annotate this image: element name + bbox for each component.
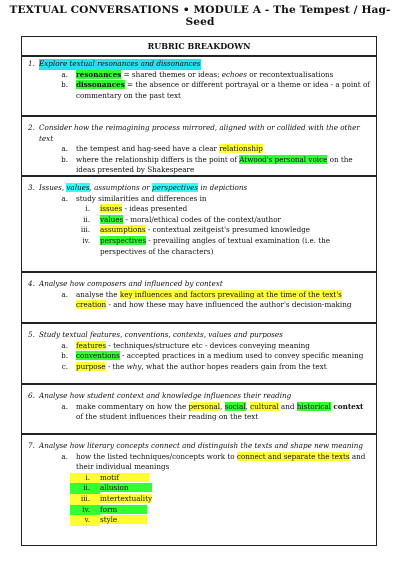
list-item: values - moral/ethical codes of the context/author xyxy=(100,214,281,224)
section-number: 4. xyxy=(28,279,35,288)
section-5 xyxy=(21,323,377,384)
item-marker: a. xyxy=(61,401,68,411)
section-6 xyxy=(21,384,377,434)
item-marker: a. xyxy=(61,144,68,154)
item-marker: a. xyxy=(61,289,68,299)
list-item: issues - ideas presented xyxy=(100,204,188,214)
highlight-term: connect and separate the texts xyxy=(236,451,350,461)
item-marker: iii. xyxy=(70,494,100,505)
item-marker: a. xyxy=(61,451,68,461)
item-marker: a. xyxy=(61,340,68,350)
list-item: intertextuality xyxy=(100,493,153,503)
list-item: where the relationship differs is the point of Atwood's personal voice on the ideas presented by Shakespeare xyxy=(76,154,353,175)
list-item: form xyxy=(100,505,147,514)
highlight-term: key influences and factors prevailing at the time of the text's creation xyxy=(76,289,342,310)
list-item: features - techniques/structure etc - devices conveying meaning xyxy=(76,340,310,350)
item-marker: b. xyxy=(61,80,68,90)
item-marker: ii. xyxy=(70,483,100,494)
page-title: TEXTUAL CONVERSATIONS • MODULE A - The Tempest / Hag-Seed xyxy=(9,4,391,28)
section-number: 2. xyxy=(28,123,35,132)
list-item: study similarities and differences in xyxy=(76,193,207,203)
item-marker: a. xyxy=(61,193,68,203)
list-item: make commentary on how the personal, social, cultural and historical context of the student influences their reading on the text xyxy=(76,401,364,422)
rubric-header: RUBRIC BREAKDOWN xyxy=(21,36,377,56)
list-item: resonances = shared themes or ideas; echoes or recontextualisations xyxy=(76,69,334,79)
section-number: 3. xyxy=(28,183,35,192)
list-item: how the listed techniques/concepts work to connect and separate the texts and their individual meanings xyxy=(76,451,366,472)
section-question: Analyse how literary concepts connect and distinguish the texts and shape new meaning xyxy=(39,441,363,450)
highlight-term: relationship xyxy=(219,144,263,154)
section-question: Analyse how student context and knowledge influences their reading xyxy=(39,391,292,400)
item-marker: c. xyxy=(61,361,68,371)
section-number: 7. xyxy=(28,441,35,450)
section-question: Study textual features, conventions, contexts, values and purposes xyxy=(39,330,283,339)
item-marker: ii. xyxy=(83,214,90,224)
item-marker: b. xyxy=(61,351,68,361)
item-marker: a. xyxy=(61,69,68,79)
section-1 xyxy=(21,56,377,116)
section-4 xyxy=(21,272,377,323)
list-item: purpose - the why, what the author hopes readers gain from the text xyxy=(76,361,327,371)
highlight-term: dissonances xyxy=(76,80,125,90)
item-marker: iv. xyxy=(82,235,90,245)
item-marker: i. xyxy=(70,473,100,484)
section-number: 5. xyxy=(28,330,35,339)
section-question: Analyse how composers and influenced by context xyxy=(39,279,223,288)
list-item: the tempest and hag-seed have a clear relationship xyxy=(76,144,263,154)
list-item: allusion xyxy=(100,483,152,492)
list-item: assumptions - contextual zeitgeist's presumed knowledge xyxy=(100,225,311,235)
list-item: style xyxy=(100,515,147,524)
item-marker: i. xyxy=(85,204,90,214)
list-item: perspectives - prevailing angles of textual examination (i.e. the perspectives of the characters) xyxy=(100,235,331,256)
item-marker: v. xyxy=(70,515,100,526)
section-2 xyxy=(21,116,377,176)
section-3 xyxy=(21,176,377,272)
item-marker: iii. xyxy=(80,225,90,235)
highlight-term: resonances xyxy=(76,69,122,79)
list-item: analyse the key influences and factors prevailing at the time of the text's creation - and how these may have influenced the author's decision-making xyxy=(76,289,352,310)
list-item: conventions - accepted practices in a medium used to convey specific meaning xyxy=(76,351,364,361)
list-item: motif xyxy=(100,473,149,482)
item-marker: b. xyxy=(61,154,68,164)
section-7 xyxy=(21,434,377,546)
section-number: 1. xyxy=(28,59,35,68)
item-marker: iv. xyxy=(70,505,100,516)
list-item: dissonances = the absence or different portrayal or a theme or idea - a point of commentary on the past text xyxy=(76,80,370,100)
highlight-term: Atwood's personal voice xyxy=(239,154,328,164)
section-number: 6. xyxy=(28,391,35,400)
section-question: Explore textual resonances and dissonances xyxy=(39,59,201,68)
section-question: Issues, values, assumptions or perspectives in depictions xyxy=(39,183,248,192)
section-question: Consider how the reimagining process mirrored, aligned with or collided with the other text xyxy=(39,123,360,143)
